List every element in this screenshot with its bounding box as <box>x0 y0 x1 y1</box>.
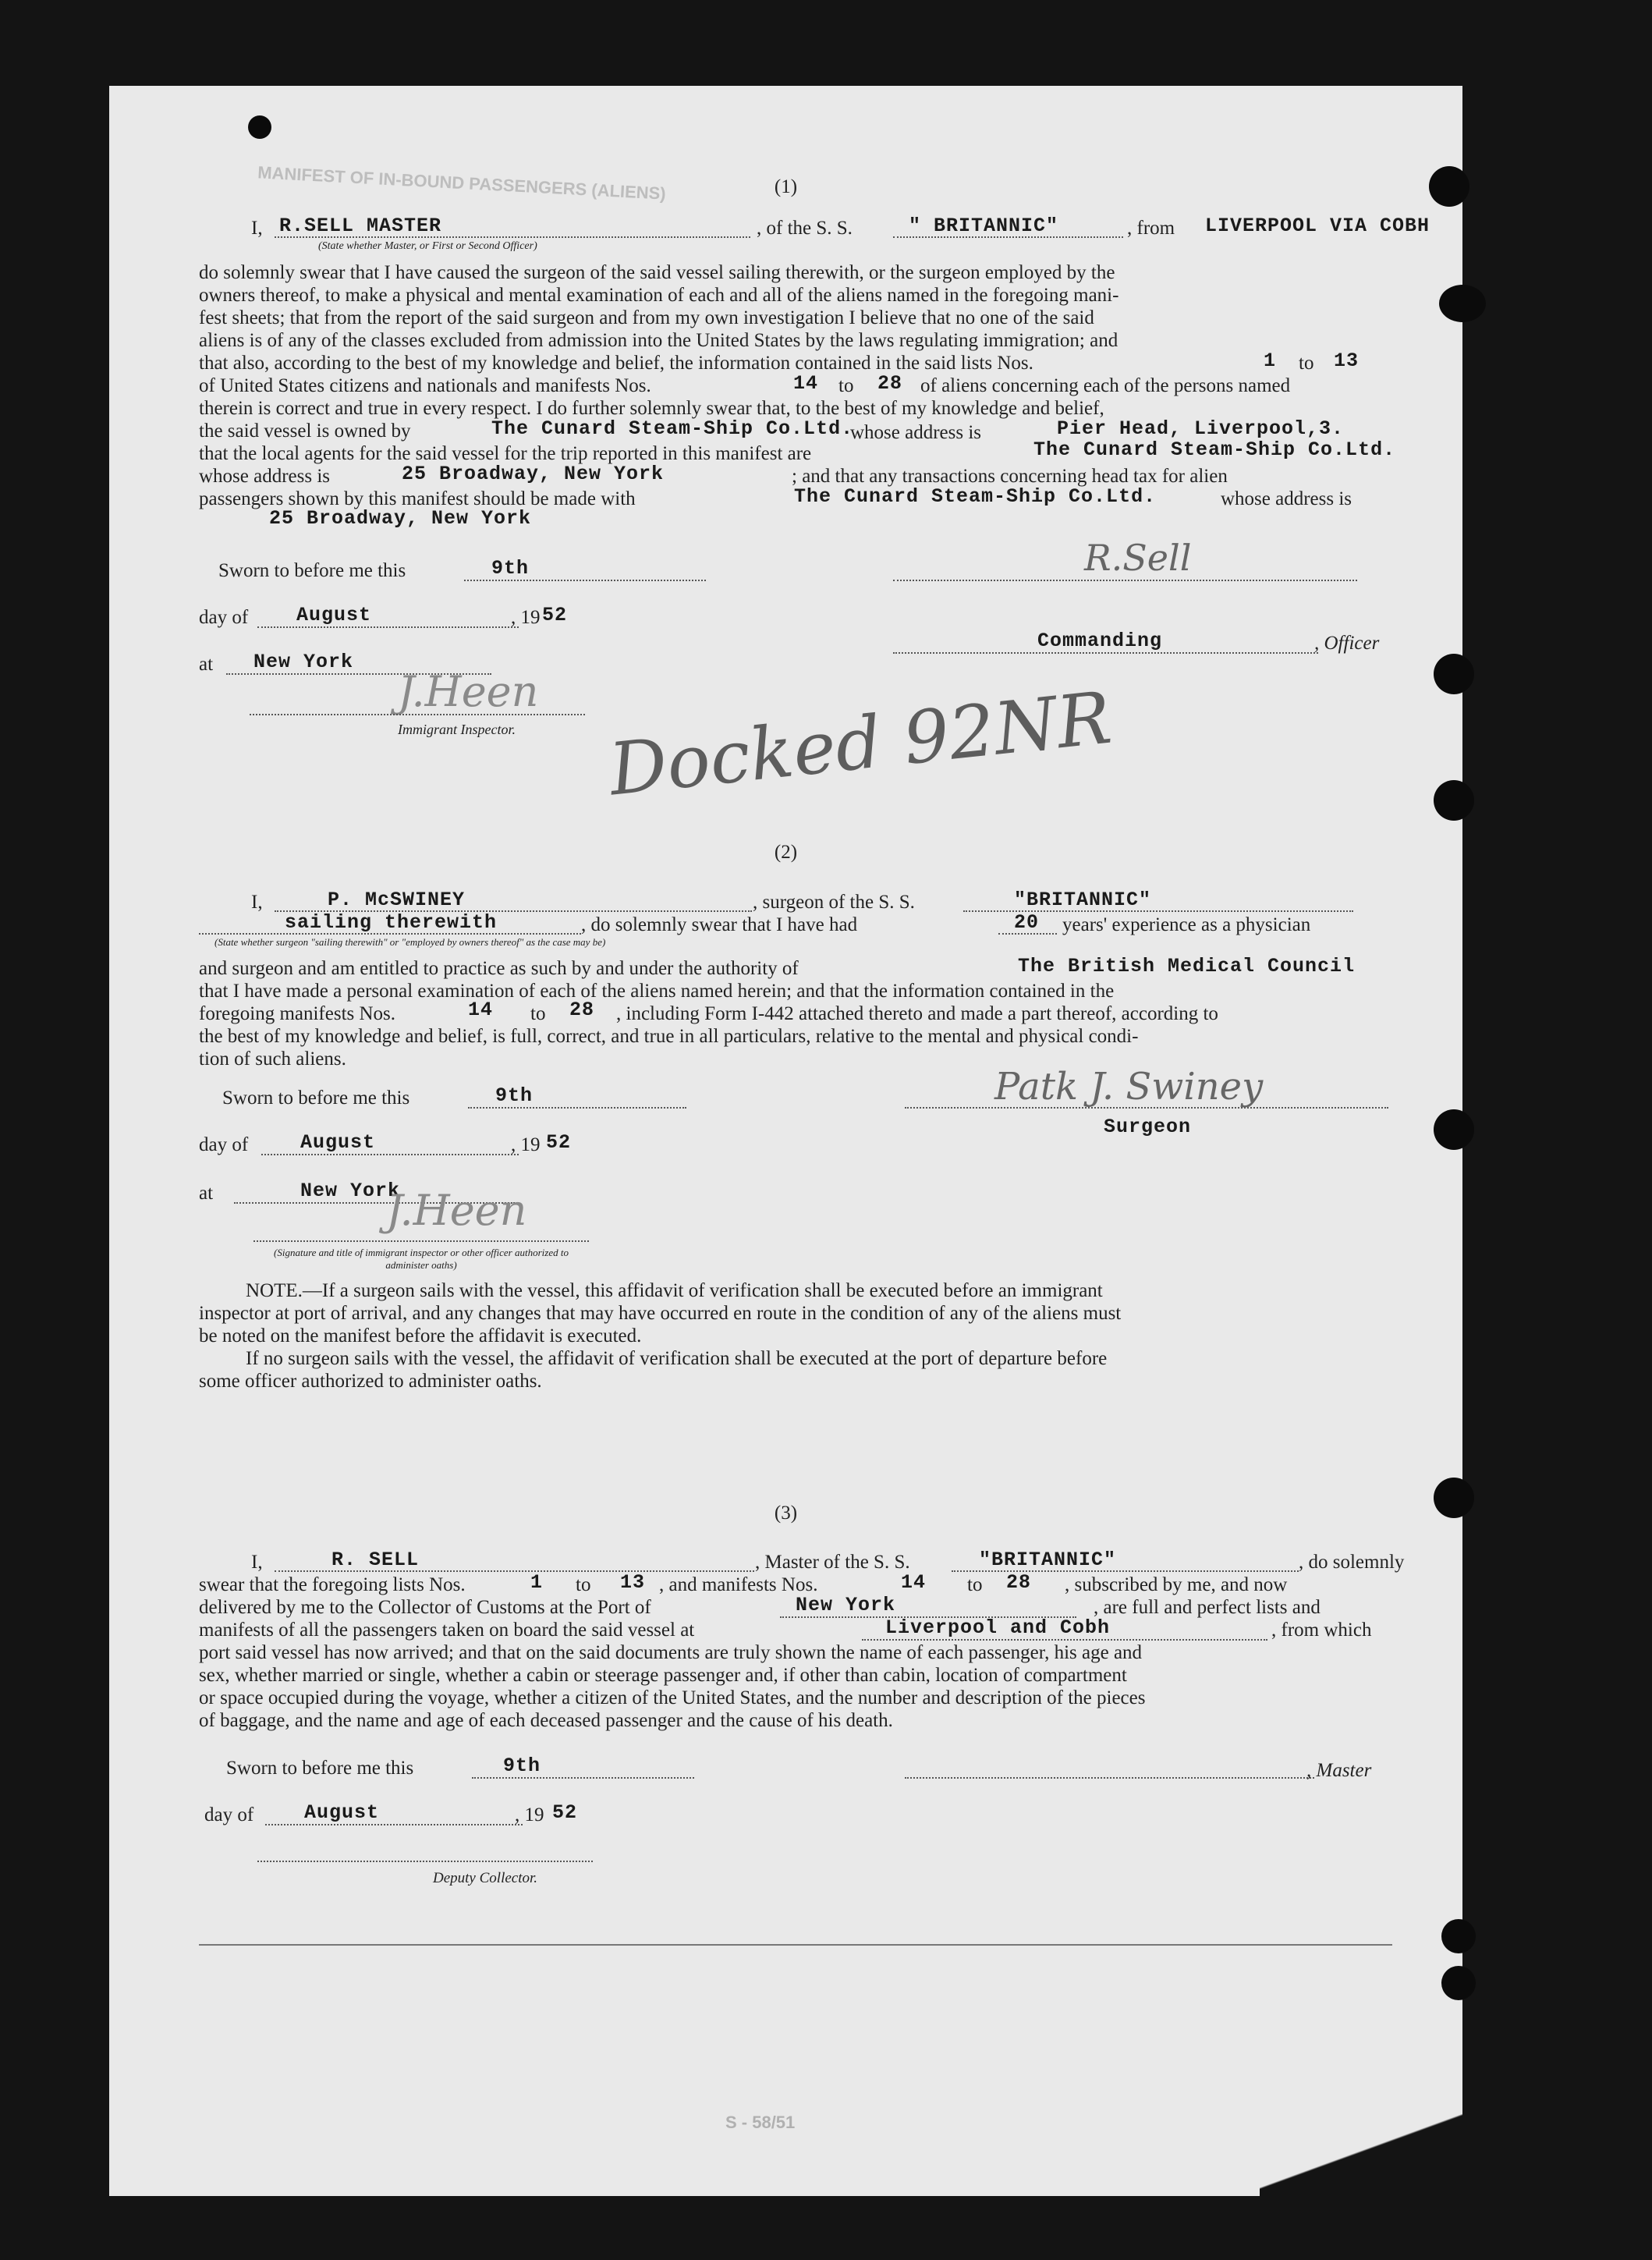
signature-line <box>893 580 1357 581</box>
dotted-line <box>257 626 519 628</box>
body-line: whose address is <box>199 466 331 487</box>
from-which: , from which <box>1271 1620 1372 1641</box>
to-word: to <box>967 1574 983 1595</box>
place: New York <box>300 1180 401 1202</box>
signature-line <box>905 1777 1314 1779</box>
agent-address: 25 Broadway, New York <box>402 463 665 485</box>
footer-stamp: S - 58/51 <box>725 2113 796 2132</box>
ship-name: "BRITANNIC" <box>979 1549 1117 1571</box>
from-port: LIVERPOOL VIA COBH <box>1205 215 1430 237</box>
master-signature: R.Sell <box>1084 537 1192 579</box>
officer-label: , Officer <box>1314 633 1380 654</box>
of-ss-label: , of the S. S. <box>757 218 853 239</box>
faint-bleedthrough-header: MANIFEST OF IN-BOUND PASSENGERS (ALIENS) <box>257 162 667 204</box>
owner: The Cunard Steam-Ship Co.Ltd. <box>491 417 854 440</box>
subscribed: , subscribed by me, and now <box>1065 1574 1288 1595</box>
dotted-line <box>893 652 1318 654</box>
officer-role: Commanding <box>1037 630 1163 652</box>
inspector-signature: J.Heen <box>398 667 539 716</box>
agents: The Cunard Steam-Ship Co.Ltd. <box>1033 438 1396 461</box>
manifest-to: 28 <box>569 999 595 1021</box>
section-2-number: (2) <box>774 842 798 863</box>
note-line: inspector at port of arrival, and any changes that may have occurred en route in the condition of any of the aliens must <box>199 1303 1122 1324</box>
dotted-line <box>275 1570 754 1572</box>
swear-text: swear that the foregoing lists Nos. <box>199 1574 466 1595</box>
body-line: or space occupied during the voyage, whether a citizen of the United States, and the number and description of the pieces <box>199 1687 1146 1708</box>
body-line: aliens is of any of the classes excluded from admission into the United States by the laws regulating immigration; and <box>199 330 1118 351</box>
punch-hole <box>1441 1919 1476 1953</box>
body-line: owners thereof, to make a physical and mental examination of each and all of the aliens named in the foregoing mani- <box>199 285 1119 306</box>
section-3-i: I, <box>251 1552 263 1573</box>
sworn-day: 9th <box>495 1084 534 1107</box>
ship-name: "BRITANNIC" <box>1014 889 1152 911</box>
punch-hole <box>1434 1109 1474 1150</box>
status-note: (State whether surgeon "sailing therewith" or "employed by owners thereof" as the case may be) <box>214 936 606 948</box>
lists-to: 13 <box>620 1571 646 1594</box>
dotted-line <box>998 933 1057 935</box>
dotted-line <box>253 1240 589 1242</box>
lists-to: 13 <box>1334 349 1360 372</box>
surgeon-status: sailing therewith <box>285 911 498 934</box>
dotted-line <box>265 1824 523 1825</box>
full-perfect: , are full and perfect lists and <box>1094 1597 1321 1618</box>
punch-hole <box>1441 1966 1476 2000</box>
dotted-line <box>464 580 706 581</box>
manifest-from: 14 <box>901 1571 927 1594</box>
day-of-label: day of <box>199 607 249 628</box>
bottom-rule <box>199 1944 1392 1946</box>
lists-from: 1 <box>530 1571 544 1594</box>
dotted-line <box>199 933 581 935</box>
dotted-line <box>250 714 585 715</box>
dotted-line <box>862 1639 1267 1641</box>
port: New York <box>796 1594 896 1616</box>
body-line: passengers shown by this manifest should be made with <box>199 488 636 509</box>
note-line: NOTE.—If a surgeon sails with the vessel, this affidavit of verification shall be executed before an immigrant <box>246 1280 1103 1301</box>
aliens-text: of aliens concerning each of the persons named <box>920 375 1291 396</box>
punch-hole <box>1434 654 1474 694</box>
dotted-line <box>468 1107 686 1109</box>
body-line: do solemnly swear that I have caused the surgeon of the said vessel sailing therewith, or the surgeon employed by the <box>199 262 1115 283</box>
body-line: fest sheets; that from the report of the said surgeon and from my own investigation I believe that no one of the said <box>199 307 1094 328</box>
section-3-number: (3) <box>774 1503 798 1524</box>
dotted-line <box>275 236 750 238</box>
surgeon-signature: Patk J. Swiney <box>994 1065 1264 1109</box>
body-line: the best of my knowledge and belief, is full, correct, and true in all particulars, relative to the mental and physical condi- <box>199 1026 1139 1047</box>
body-line: therein is correct and true in every respect. I do further solemnly swear that, to the best of my knowledge and belief, <box>199 398 1104 419</box>
body-line: that the local agents for the said vessel for the trip reported in this manifest are <box>199 443 812 464</box>
years: 20 <box>1014 911 1040 934</box>
inspector-signature: J.Heen <box>386 1186 527 1235</box>
month: August <box>304 1801 380 1824</box>
body-line: tion of such aliens. <box>199 1048 346 1070</box>
dotted-line <box>952 1570 1299 1572</box>
surgeon-of-label: , surgeon of the S. S. <box>753 892 915 913</box>
section-1-i: I, <box>251 218 263 239</box>
year-prefix: , 19 <box>511 607 541 628</box>
master-note: (State whether Master, or First or Second Officer) <box>318 240 537 252</box>
headtax-address: 25 Broadway, New York <box>269 507 532 530</box>
headtax-with: The Cunard Steam-Ship Co.Ltd. <box>794 485 1157 508</box>
sworn-label: Sworn to before me this <box>222 1087 410 1109</box>
deputy-label: Deputy Collector. <box>433 1870 538 1886</box>
master-name: R. SELL <box>331 1549 420 1571</box>
surgeon-role: Surgeon <box>1104 1116 1192 1138</box>
to-word: to <box>1299 353 1314 374</box>
manifest-from: 14 <box>468 999 494 1021</box>
dotted-line <box>893 236 1123 238</box>
sworn-day: 9th <box>503 1754 541 1777</box>
authority: The British Medical Council <box>1018 955 1356 977</box>
body-line: that I have made a personal examination of each of the aliens named herein; and that the information contained in the <box>199 981 1115 1002</box>
document-page <box>109 86 1462 2196</box>
body-line: of baggage, and the name and age of each deceased passenger and the cause of his death. <box>199 1710 893 1731</box>
body-line: port said vessel has now arrived; and that on the said documents are truly shown the name of each passenger, his age and <box>199 1642 1143 1663</box>
year: 52 <box>542 604 568 626</box>
dotted-line <box>257 1861 593 1862</box>
punch-hole <box>1429 166 1469 207</box>
surgeon-name: P. McSWINEY <box>328 889 466 911</box>
docket-note: Docked 92NR <box>605 676 1115 812</box>
delivered-text: delivered by me to the Collector of Customs at the Port of <box>199 1597 651 1618</box>
body-line: foregoing manifests Nos. <box>199 1003 396 1024</box>
month: August <box>296 604 372 626</box>
whose-address-label: whose address is <box>1221 488 1352 509</box>
transactions-text: ; and that any transactions concerning head tax for alien <box>792 466 1228 487</box>
year-prefix: , 19 <box>515 1804 544 1825</box>
years-text: years' experience as a physician <box>1062 914 1311 935</box>
at-label: at <box>199 654 214 675</box>
whose-address-label: whose address is <box>850 422 982 443</box>
dotted-line <box>261 1154 519 1155</box>
inspector-label: Immigrant Inspector. <box>398 722 516 737</box>
master-of-label: , Master of the S. S. <box>755 1552 910 1573</box>
boarded-at: Liverpool and Cobh <box>885 1616 1111 1639</box>
body-line: that also, according to the best of my knowledge and belief, the information contained in the said lists Nos. <box>199 353 1033 374</box>
month: August <box>300 1131 376 1154</box>
from-label: , from <box>1127 218 1175 239</box>
day-of-label: day of <box>204 1804 254 1825</box>
to-word: to <box>576 1574 591 1595</box>
place: New York <box>253 651 354 673</box>
lists-from: 1 <box>1264 349 1277 372</box>
manifest-to: 28 <box>877 372 903 395</box>
note-line: some officer authorized to administer oaths. <box>199 1371 542 1392</box>
sworn-label: Sworn to before me this <box>218 560 406 581</box>
manifests-text: manifests of all the passengers taken on board the said vessel at <box>199 1620 695 1641</box>
to-word: to <box>530 1003 546 1024</box>
master-label: , Master <box>1306 1760 1372 1781</box>
authority-text: and surgeon and am entitled to practice as such by and under the authority of <box>199 958 799 979</box>
punch-hole <box>1434 1478 1474 1518</box>
swear-label: , do solemnly swear that I have had <box>581 914 858 935</box>
punch-hole <box>1439 285 1486 322</box>
at-label: at <box>199 1183 214 1204</box>
to-word: to <box>838 375 854 396</box>
ink-blot <box>248 115 271 139</box>
owner-address: Pier Head, Liverpool,3. <box>1057 417 1345 440</box>
note-line: be noted on the manifest before the affidavit is executed. <box>199 1325 642 1346</box>
form-text: , including Form I-442 attached thereto and made a part thereof, according to <box>616 1003 1218 1024</box>
torn-corner <box>1260 2087 1462 2196</box>
inspector-note: (Signature and title of immigrant inspector or other officer authorized to administer oaths) <box>274 1247 569 1271</box>
day-of-label: day of <box>199 1134 249 1155</box>
manifest-from: 14 <box>793 372 819 395</box>
year-prefix: , 19 <box>511 1134 541 1155</box>
section-2-i: I, <box>251 892 263 913</box>
section-1-number: (1) <box>774 176 798 197</box>
manifest-to: 28 <box>1006 1571 1032 1594</box>
do-solemnly: , do solemnly <box>1299 1552 1405 1573</box>
body-line: the said vessel is owned by <box>199 420 411 442</box>
sworn-day: 9th <box>491 557 530 580</box>
year: 52 <box>546 1131 572 1154</box>
dotted-line <box>472 1777 694 1779</box>
punch-hole <box>1434 780 1474 821</box>
year: 52 <box>552 1801 578 1824</box>
and-manifests: , and manifests Nos. <box>659 1574 818 1595</box>
master-name: R.SELL MASTER <box>279 215 442 237</box>
ship-name: " BRITANNIC" <box>909 215 1059 237</box>
body-line: sex, whether married or single, whether a cabin or steerage passenger and, if other than cabin, location of compartment <box>199 1665 1127 1686</box>
body-line: of United States citizens and nationals and manifests Nos. <box>199 375 651 396</box>
sworn-label: Sworn to before me this <box>226 1758 414 1779</box>
note-line: If no surgeon sails with the vessel, the affidavit of verification shall be executed at the port of departure before <box>246 1348 1108 1369</box>
